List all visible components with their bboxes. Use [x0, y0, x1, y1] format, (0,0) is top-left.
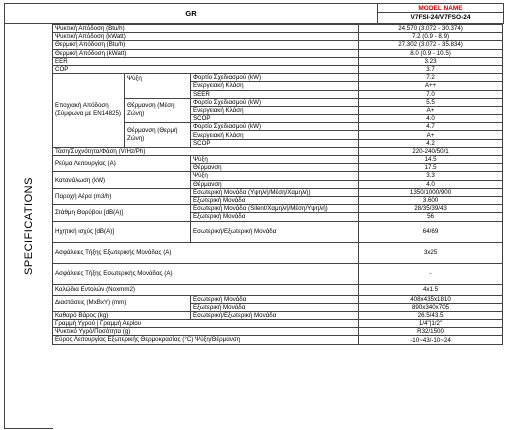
row-label: Διαστάσεις (ΜxΒxΥ) (mm) [53, 295, 191, 311]
model-name-label: MODEL NAME [377, 3, 504, 13]
row-value: 4.0 [359, 180, 503, 188]
table-row [53, 74, 503, 82]
row-label: Ενεργειακή Κλάση [191, 82, 359, 90]
row-label: Εύρος Λειτουργίας Εξωτερικής Θερμοκρασίας (°C) Ψύξη/Θέρμανση [53, 336, 359, 345]
table-row [53, 205, 503, 213]
row-value: 5.5 [359, 98, 503, 106]
table-row [53, 49, 503, 57]
row-label: Φορτίο Σχεδιασμού (kW) [191, 98, 359, 106]
row-value: 3.23 [359, 57, 503, 65]
row-value: 7.0 [359, 90, 503, 98]
row-value: 4.0 [359, 115, 503, 123]
row-label: Ασφάλειες Τήξης Εξωτερικής Μονάδας (A) [53, 242, 359, 263]
row-value: A++ [359, 82, 503, 90]
row-value: 3.600 [359, 196, 503, 204]
row-value: 3.7 [359, 65, 503, 73]
sub-label: Εξωτερική Μονάδα [191, 196, 359, 204]
table-row [53, 320, 503, 328]
sub-label: Εξωτερική Μονάδα [191, 213, 359, 221]
row-value: A+ [359, 131, 503, 139]
row-value: 1/4"|1/2" [359, 320, 503, 328]
heating-mid-group-label: Θέρμανση (Μέση Ζώνη) [125, 98, 191, 123]
row-label: Παροχή Αέρα (m3/h) [53, 188, 191, 204]
row-label: Φορτίο Σχεδιασμού (kW) [191, 74, 359, 82]
row-value: - [359, 263, 503, 284]
row-value: 56 [359, 213, 503, 221]
row-label: EER [53, 57, 359, 65]
sub-label: Εσωτερική/Εξωτερική Μονάδα [191, 311, 359, 319]
row-label: Ψυκτικό Υγρό/Ποσότητα (g) [53, 328, 359, 336]
table-row [53, 295, 503, 303]
row-value: -10~43/-10~24 [359, 336, 503, 345]
table-row [53, 156, 503, 164]
row-value: 27.302 (3.072 - 35.834) [359, 41, 503, 49]
row-value: 4.7 [359, 123, 503, 131]
sub-label: Ψύξη [191, 156, 359, 164]
sub-label: Εσωτερική Μονάδα (Υψηλή/Μέση/Χαμηλή) [191, 188, 359, 196]
row-label: Ενεργειακή Κλάση [191, 106, 359, 114]
table-row [53, 336, 503, 345]
row-value: 17.5 [359, 164, 503, 172]
table-row [53, 188, 503, 196]
row-label: Γραμμή Υγρού | Γραμμή Αερίου [53, 320, 359, 328]
row-value: 3.3 [359, 172, 503, 180]
table-row [53, 33, 503, 41]
row-value: 28/35/39/43 [359, 205, 503, 213]
table-row [53, 311, 503, 319]
table-row [53, 284, 503, 295]
row-label: Καλώδια Εντολών (Νοxmm2) [53, 284, 359, 295]
row-value: 4x1.5 [359, 284, 503, 295]
row-value: 7.2 [359, 74, 503, 82]
row-value: 8.0 (0.9 - 10.5) [359, 49, 503, 57]
row-value: 890x340x705 [359, 303, 503, 311]
header [0, 0, 507, 24]
row-label: Ηχητική ισχύς [dB(A)] [53, 221, 191, 242]
table-row [53, 57, 503, 65]
row-value: 24.570 (3.072 - 30.374) [359, 25, 503, 33]
row-label: Ψυκτική Απόδοση (Btu/h) [53, 25, 359, 33]
row-value: A+ [359, 106, 503, 114]
row-label: Ψυκτική Απόδοση (kWatt) [53, 33, 359, 41]
table-row [53, 25, 503, 33]
row-label: SEER [191, 90, 359, 98]
region-label: GR [4, 3, 378, 24]
row-value: 408x435x1810 [359, 295, 503, 303]
table-row [53, 147, 503, 155]
row-label: Ασφάλειες Τήξης Εσωτερικής Μονάδας (A) [53, 263, 359, 284]
table-row [53, 242, 503, 263]
table-row [53, 41, 503, 49]
sub-label: Εσωτερική/Εξωτερική Μονάδα [191, 221, 359, 242]
row-value: 14.5 [359, 156, 503, 164]
table-row [53, 65, 503, 73]
row-label: Καθαρό Βάρος (kg) [53, 311, 191, 319]
row-value: 220-240/50/1 [359, 147, 503, 155]
row-label: Φορτίο Σχεδιασμού (kW) [191, 123, 359, 131]
specifications-sidebar [4, 24, 53, 429]
row-value: 4.2 [359, 139, 503, 147]
row-value: 7.2 (0.9 - 8.9) [359, 33, 503, 41]
row-value: 26.5/43.5 [359, 311, 503, 319]
table-row [53, 263, 503, 284]
row-label: SCOP [191, 115, 359, 123]
row-label: Στάθμη Θορύβου [dB(A)] [53, 205, 191, 221]
row-label: Θερμική Απόδοση (Btu/h) [53, 41, 359, 49]
row-label: Κατανάλωση (kW) [53, 172, 191, 188]
cooling-group-label: Ψύξη [125, 74, 191, 99]
row-label: Τάση/Συχνότητα/Φάση (V/Hz/Ph) [53, 147, 359, 155]
spec-table [52, 24, 503, 345]
seasonal-efficiency-label: Εποχιακή Απόδοση (Σύμφωνα με EN14825) [53, 74, 125, 148]
table-row [53, 328, 503, 336]
row-label: COP [53, 65, 359, 73]
sub-label: Ψύξη [191, 172, 359, 180]
model-value: V7FSI-24/V7FSO-24 [377, 12, 504, 24]
row-value: 1350/1000/900 [359, 188, 503, 196]
row-label: SCOP [191, 139, 359, 147]
sub-label: Εσωτερική Μονάδα (Silent/Χαμηλή/Μέση/Υψηλή) [191, 205, 359, 213]
heating-warm-group-label: Θέρμανση (Θερμή Ζώνη) [125, 123, 191, 148]
specifications-label: SPECIFICATIONS [23, 177, 35, 275]
row-value: R32/1500 [359, 328, 503, 336]
sub-label: Θέρμανση [191, 180, 359, 188]
table-row [53, 221, 503, 242]
row-value: 64/69 [359, 221, 503, 242]
sub-label: Εξωτερική Μονάδα [191, 303, 359, 311]
row-value: 3x25 [359, 242, 503, 263]
table-row [53, 172, 503, 180]
row-label: Θερμική Απόδοση (kWatt) [53, 49, 359, 57]
row-label: Ενεργειακή Κλάση [191, 131, 359, 139]
row-label: Ρεύμα Λειτουργίας (A) [53, 156, 191, 172]
sub-label: Εσωτερική Μονάδα [191, 295, 359, 303]
sub-label: Θέρμανση [191, 164, 359, 172]
